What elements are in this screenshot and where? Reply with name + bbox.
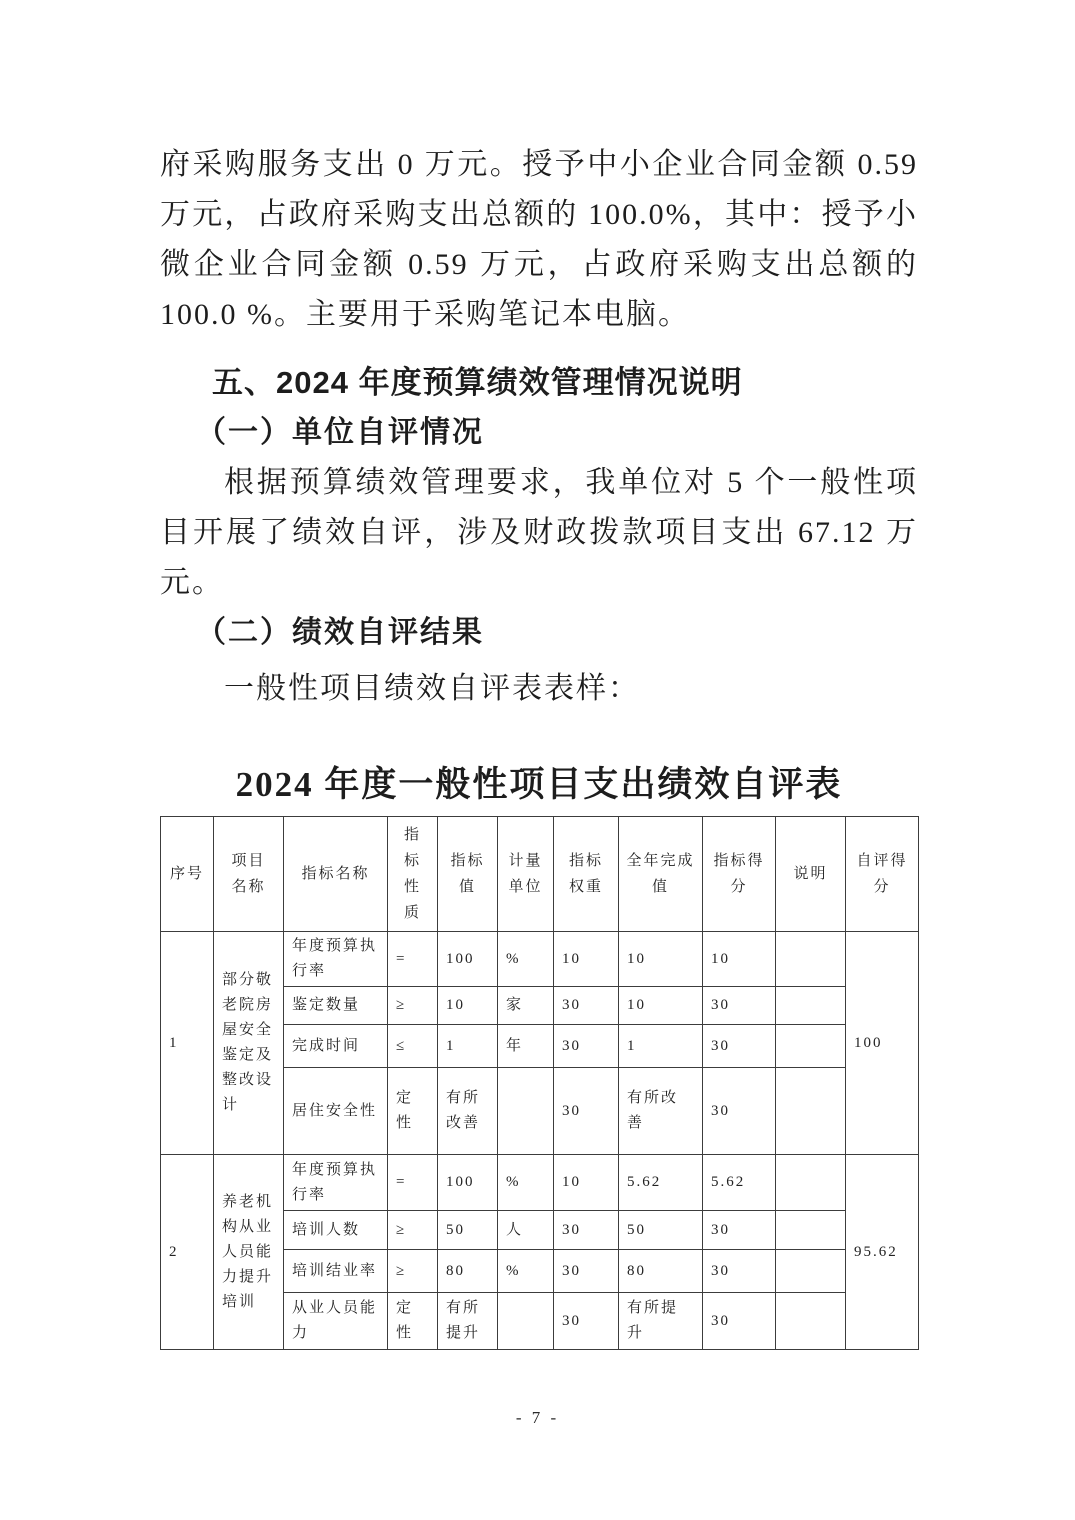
paragraph-sample-note: 一般性项目绩效自评表表样： [224,672,640,705]
cell-note [776,1155,846,1211]
cell-indicator-nature: 定性 [388,1293,438,1350]
cell-indicator-name: 完成时间 [284,1025,388,1068]
cell-indicator-name: 年度预算执行率 [284,1155,388,1211]
col-header-indicator-value: 指标值 [438,817,498,932]
cell-self-score: 100 [846,932,919,1155]
cell-unit: 人 [498,1211,554,1250]
col-header-unit: 计量单位 [498,817,554,932]
cell-note [776,1250,846,1293]
cell-indicator-value: 有所提升 [438,1293,498,1350]
cell-indicator-value: 80 [438,1250,498,1293]
cell-indicator-name: 培训人数 [284,1211,388,1250]
paragraph-self-evaluation: 根据预算绩效管理要求，我单位对 5 个一般性项目开展了绩效自评，涉及财政拨款项目支出 67.12 万元。 [160,466,918,599]
cell-indicator-nature: ≥ [388,1211,438,1250]
cell-note [776,1293,846,1350]
cell-indicator-name: 居住安全性 [284,1068,388,1155]
cell-annual-value: 10 [619,932,703,987]
cell-indicator-name: 年度预算执行率 [284,932,388,987]
col-header-indicator-name: 指标名称 [284,817,388,932]
cell-indicator-name: 鉴定数量 [284,987,388,1025]
cell-indicator-name: 培训结业率 [284,1250,388,1293]
cell-indicator-value: 50 [438,1211,498,1250]
cell-annual-value: 有所提升 [619,1293,703,1350]
cell-indicator-value: 1 [438,1025,498,1068]
cell-project-name: 养老机构从业人员能力提升培训 [214,1155,284,1350]
table-title: 2024 年度一般性项目支出绩效自评表 [235,765,843,804]
col-header-indicator-score: 指标得分 [703,817,776,932]
cell-annual-value: 50 [619,1211,703,1250]
cell-indicator-name: 从业人员能力 [284,1293,388,1350]
cell-indicator-score: 30 [703,1068,776,1155]
table-row [161,1155,919,1211]
cell-annual-value: 1 [619,1025,703,1068]
heading-subsection-one: （一）单位自评情况 [196,416,484,449]
cell-indicator-value: 有所改善 [438,1068,498,1155]
cell-annual-value: 5.62 [619,1155,703,1211]
cell-unit: % [498,1155,554,1211]
cell-annual-value: 80 [619,1250,703,1293]
cell-weight: 30 [554,1211,619,1250]
cell-unit [498,1068,554,1155]
col-header-self-score: 自评得分 [846,817,919,932]
col-header-seq: 序号 [161,817,214,932]
cell-weight: 30 [554,1068,619,1155]
cell-unit [498,1293,554,1350]
cell-note [776,1025,846,1068]
cell-weight: 30 [554,1293,619,1350]
col-header-annual-value: 全年完成值 [619,817,703,932]
cell-indicator-value: 100 [438,932,498,987]
cell-unit: % [498,1250,554,1293]
table-header-row [161,817,919,932]
table-row [161,932,919,987]
cell-note [776,1211,846,1250]
col-header-weight: 指标权重 [554,817,619,932]
cell-indicator-nature: ≥ [388,987,438,1025]
cell-note [776,932,846,987]
cell-indicator-score: 30 [703,1211,776,1250]
cell-weight: 10 [554,1155,619,1211]
cell-indicator-score: 30 [703,1250,776,1293]
cell-project-name: 部分敬老院房屋安全鉴定及整改设计 [214,932,284,1155]
cell-indicator-nature: 定性 [388,1068,438,1155]
cell-seq: 2 [161,1155,214,1350]
cell-self-score: 95.62 [846,1155,919,1350]
cell-unit: 家 [498,987,554,1025]
col-header-note: 说明 [776,817,846,932]
cell-indicator-score: 30 [703,1025,776,1068]
heading-section-five: 五、2024 年度预算绩效管理情况说明 [212,365,743,400]
cell-indicator-score: 10 [703,932,776,987]
cell-unit: 年 [498,1025,554,1068]
cell-weight: 30 [554,987,619,1025]
col-header-project: 项目名称 [214,817,284,932]
cell-indicator-nature: = [388,932,438,987]
heading-subsection-two: （二）绩效自评结果 [196,616,484,649]
cell-annual-value: 10 [619,987,703,1025]
cell-indicator-score: 5.62 [703,1155,776,1211]
cell-unit: % [498,932,554,987]
cell-weight: 10 [554,932,619,987]
page-content [160,140,918,1350]
cell-note [776,987,846,1025]
cell-indicator-value: 10 [438,987,498,1025]
cell-seq: 1 [161,932,214,1155]
cell-indicator-score: 30 [703,1293,776,1350]
paragraph-procurement-continuation: 府采购服务支出 0 万元。授予中小企业合同金额 0.59 万元，占政府采购支出总额的 100.0%，其中：授予小微企业合同金额 0.59 万元，占政府采购支出总额的 100.0 %。主要用于采购笔记本电脑。 [160,148,918,331]
cell-indicator-score: 30 [703,987,776,1025]
cell-indicator-nature: = [388,1155,438,1211]
cell-indicator-nature: ≥ [388,1250,438,1293]
page-number: - 7 - [515,1408,560,1427]
col-header-indicator-nature: 指标性质 [388,817,438,932]
cell-weight: 30 [554,1025,619,1068]
cell-indicator-value: 100 [438,1155,498,1211]
cell-weight: 30 [554,1250,619,1293]
cell-note [776,1068,846,1155]
self-evaluation-table [160,816,919,1350]
cell-indicator-nature: ≤ [388,1025,438,1068]
cell-annual-value: 有所改善 [619,1068,703,1155]
